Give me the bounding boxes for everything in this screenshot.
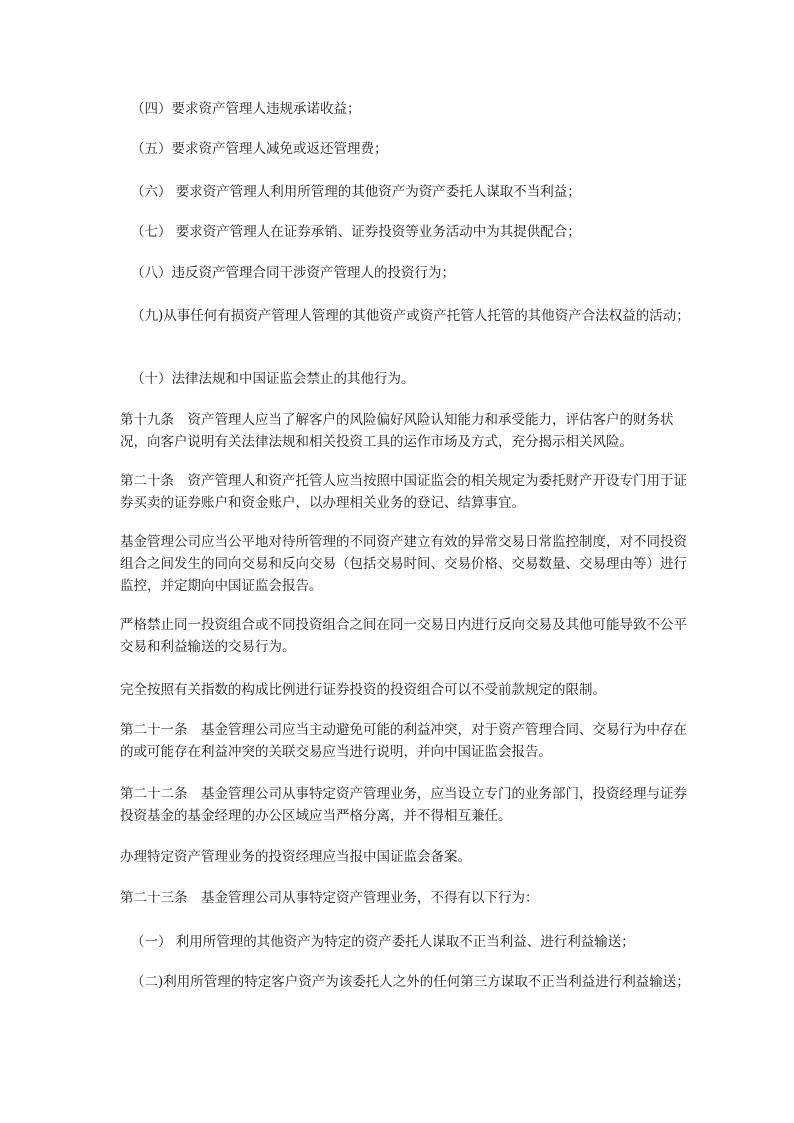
reverse-trade-prohibition: 严格禁止同一投资组合或不同投资组合之间在同一交易日内进行反向交易及其他可能导致不公平交易和利益输送的交易行为。: [120, 617, 687, 655]
clause-5: （五）要求资产管理人减免或返还管理费；: [131, 141, 388, 157]
monitoring-paragraph: 基金管理公司应当公平地对待所管理的不同资产建立有效的异常交易日常监控制度，对不同投资组合之间发生的同向交易和反向交易（包括交易时间、交易价格、交易数量、交易理由等）进行监控，并定期向中国证监会报告。: [120, 534, 687, 594]
article-23-item-1: （一） 利用所管理的其他资产为特定的资产委托人谋取不正当利益、进行利益输送；: [131, 934, 635, 950]
index-exemption: 完全按照有关指数的构成比例进行证券投资的投资组合可以不受前款规定的限制。: [120, 682, 606, 698]
article-21: 第二十一条 基金管理公司应当主动避免可能的利益冲突，对于资产管理合同、交易行为中存在的或可能存在利益冲突的关联交易应当进行说明，并向中国证监会报告。: [120, 722, 687, 760]
article-19: 第十九条 资产管理人应当了解客户的风险偏好风险认知能力和承受能力，评估客户的财务状况，向客户说明有关法律法规和相关投资工具的运作市场及方式，充分揭示相关风险。: [120, 412, 674, 450]
manager-filing: 办理特定资产管理业务的投资经理应当报中国证监会备案。: [120, 849, 471, 865]
article-20: 第二十条 资产管理人和资产托管人应当按照中国证监会的相关规定为委托财产开设专门用于证券买卖的证券账户和资金账户，以办理相关业务的登记、结算事宜。: [120, 473, 687, 511]
clause-6: （六） 要求资产管理人利用所管理的其他资产为资产委托人谋取不当利益；: [131, 184, 581, 200]
article-23-item-2: （二)利用所管理的特定客户资产为该委托人之外的任何第三方谋取不正当利益进行利益输送；: [131, 974, 690, 990]
clause-9: （九)从事任何有损资产管理人管理的其他资产或资产托管人托管的其他资产合法权益的活动；: [131, 308, 690, 324]
clause-4: （四）要求资产管理人违规承诺收益；: [131, 101, 361, 117]
clause-7: （七） 要求资产管理人在证券承销、证券投资等业务活动中为其提供配合；: [131, 224, 581, 240]
clause-8: （八）违反资产管理合同干涉资产管理人的投资行为；: [131, 265, 455, 281]
clause-10: （十）法律法规和中国证监会禁止的其他行为。: [131, 371, 415, 387]
article-23: 第二十三条 基金管理公司从事特定资产管理业务，不得有以下行为：: [120, 890, 539, 906]
article-22: 第二十二条 基金管理公司从事特定资产管理业务，应当设立专门的业务部门，投资经理与证券投资基金的基金经理的办公区域应当严格分离，并不得相互兼任。: [120, 786, 687, 824]
